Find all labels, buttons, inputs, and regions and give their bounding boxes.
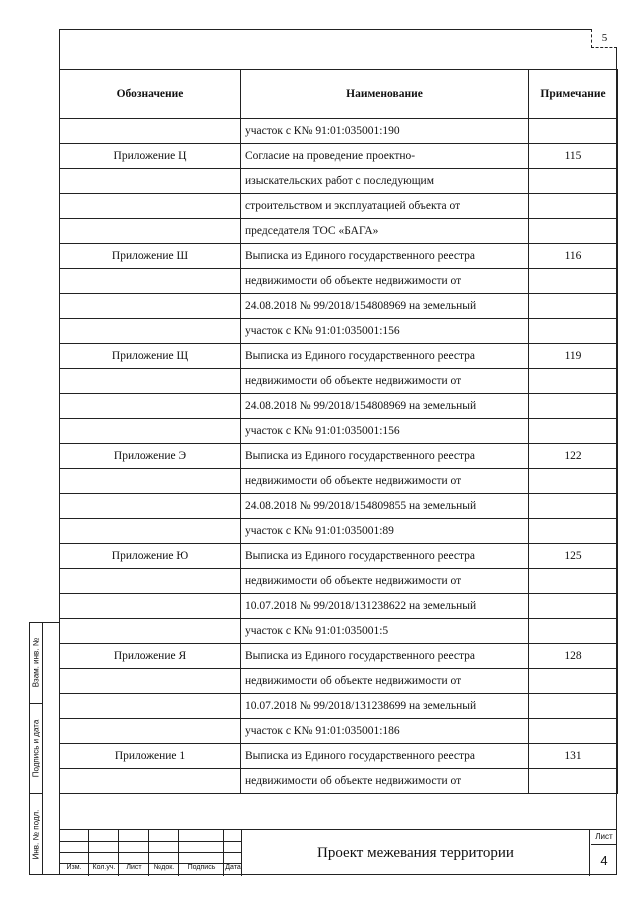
corner-page-number: 5 bbox=[591, 29, 617, 48]
note-cell bbox=[529, 194, 618, 219]
designation-cell bbox=[60, 119, 241, 144]
table-row bbox=[60, 469, 618, 494]
col-label-doc: №док. bbox=[153, 864, 175, 871]
note-cell bbox=[529, 769, 618, 794]
note-cell bbox=[529, 119, 618, 144]
col-label-change: Изм. bbox=[66, 864, 82, 871]
table-row bbox=[60, 744, 618, 769]
name-cell: 24.08.2018 № 99/2018/154809855 на земельный bbox=[241, 494, 529, 519]
sheet-label: Лист bbox=[591, 830, 617, 845]
table-row bbox=[60, 569, 618, 594]
side-label-replace-inv: Взам. инв. № bbox=[29, 622, 43, 704]
side-label-original-inv: Инв. № подл. bbox=[29, 794, 43, 875]
note-cell bbox=[529, 419, 618, 444]
name-cell: Выписка из Единого государственного реестра bbox=[241, 244, 529, 269]
designation-cell bbox=[60, 594, 241, 619]
name-cell: председателя ТОС «БАГА» bbox=[241, 219, 529, 244]
designation-cell: Приложение 1 bbox=[60, 744, 241, 769]
document-title: Проект межевания территории bbox=[242, 830, 590, 876]
table-row bbox=[60, 169, 618, 194]
table-row bbox=[60, 144, 618, 169]
table-row bbox=[60, 619, 618, 644]
designation-cell: Приложение Ц bbox=[60, 144, 241, 169]
name-cell: недвижимости об объекте недвижимости от bbox=[241, 469, 529, 494]
designation-cell bbox=[60, 619, 241, 644]
header-designation: Обозначение bbox=[60, 70, 241, 119]
table-row bbox=[60, 519, 618, 544]
designation-cell bbox=[60, 194, 241, 219]
note-cell bbox=[529, 294, 618, 319]
designation-cell: Приложение Ю bbox=[60, 544, 241, 569]
designation-cell: Приложение Щ bbox=[60, 344, 241, 369]
designation-cell bbox=[60, 419, 241, 444]
col-label-count: Кол.уч. bbox=[92, 864, 116, 871]
header-name: Наименование bbox=[241, 70, 529, 119]
note-cell bbox=[529, 319, 618, 344]
col-label-sheet: Лист bbox=[126, 864, 142, 871]
note-cell: 128 bbox=[529, 644, 618, 669]
name-cell: недвижимости об объекте недвижимости от bbox=[241, 369, 529, 394]
designation-cell: Приложение Э bbox=[60, 444, 241, 469]
table-row bbox=[60, 594, 618, 619]
note-cell bbox=[529, 469, 618, 494]
name-cell: недвижимости об объекте недвижимости от bbox=[241, 769, 529, 794]
table-row bbox=[60, 419, 618, 444]
designation-cell bbox=[60, 569, 241, 594]
designation-cell bbox=[60, 494, 241, 519]
note-cell: 116 bbox=[529, 244, 618, 269]
table-row bbox=[60, 669, 618, 694]
title-block bbox=[59, 829, 617, 876]
designation-cell bbox=[60, 269, 241, 294]
note-cell bbox=[529, 169, 618, 194]
col-label-date: Дата bbox=[225, 864, 241, 871]
name-cell: участок с К№ 91:01:035001:186 bbox=[241, 719, 529, 744]
note-cell bbox=[529, 594, 618, 619]
name-cell: Выписка из Единого государственного реестра bbox=[241, 344, 529, 369]
designation-cell: Приложение Я bbox=[60, 644, 241, 669]
table-row bbox=[60, 719, 618, 744]
designation-cell bbox=[60, 319, 241, 344]
name-cell: изыскательских работ с последующим bbox=[241, 169, 529, 194]
name-cell: строительством и эксплуатацией объекта от bbox=[241, 194, 529, 219]
table-row bbox=[60, 494, 618, 519]
note-cell bbox=[529, 394, 618, 419]
table-row bbox=[60, 119, 618, 144]
note-cell bbox=[529, 269, 618, 294]
name-cell: Выписка из Единого государственного реестра bbox=[241, 744, 529, 769]
table-row bbox=[60, 269, 618, 294]
table-row bbox=[60, 344, 618, 369]
name-cell: недвижимости об объекте недвижимости от bbox=[241, 269, 529, 294]
header-note: Примечание bbox=[529, 70, 618, 119]
name-cell: Выписка из Единого государственного реестра bbox=[241, 444, 529, 469]
table-header-row bbox=[60, 70, 618, 119]
note-cell bbox=[529, 694, 618, 719]
col-label-signature: Подпись bbox=[187, 864, 216, 871]
designation-cell bbox=[60, 769, 241, 794]
note-cell bbox=[529, 519, 618, 544]
table-row bbox=[60, 544, 618, 569]
table-row bbox=[60, 369, 618, 394]
designation-cell bbox=[60, 669, 241, 694]
note-cell: 115 bbox=[529, 144, 618, 169]
designation-cell bbox=[60, 394, 241, 419]
designation-cell bbox=[60, 294, 241, 319]
note-cell: 119 bbox=[529, 344, 618, 369]
table-row bbox=[60, 694, 618, 719]
name-cell: 10.07.2018 № 99/2018/131238699 на земельный bbox=[241, 694, 529, 719]
table-row bbox=[60, 194, 618, 219]
note-cell: 131 bbox=[529, 744, 618, 769]
name-cell: Выписка из Единого государственного реестра bbox=[241, 544, 529, 569]
table-row bbox=[60, 769, 618, 794]
designation-cell bbox=[60, 169, 241, 194]
table-row bbox=[60, 644, 618, 669]
note-cell bbox=[529, 619, 618, 644]
sheet-number: 4 bbox=[600, 853, 608, 868]
note-cell: 125 bbox=[529, 544, 618, 569]
designation-cell bbox=[60, 519, 241, 544]
revision-grid bbox=[59, 830, 241, 876]
table-row bbox=[60, 244, 618, 269]
table-row bbox=[60, 294, 618, 319]
name-cell: 10.07.2018 № 99/2018/131238622 на земельный bbox=[241, 594, 529, 619]
name-cell: участок с К№ 91:01:035001:156 bbox=[241, 319, 529, 344]
name-cell: Выписка из Единого государственного реестра bbox=[241, 644, 529, 669]
name-cell: участок с К№ 91:01:035001:156 bbox=[241, 419, 529, 444]
name-cell: 24.08.2018 № 99/2018/154808969 на земельный bbox=[241, 294, 529, 319]
designation-cell bbox=[60, 694, 241, 719]
name-cell: Согласие на проведение проектно- bbox=[241, 144, 529, 169]
name-cell: участок с К№ 91:01:035001:190 bbox=[241, 119, 529, 144]
note-cell: 122 bbox=[529, 444, 618, 469]
table-row bbox=[60, 319, 618, 344]
name-cell: участок с К№ 91:01:035001:89 bbox=[241, 519, 529, 544]
name-cell: 24.08.2018 № 99/2018/154808969 на земельный bbox=[241, 394, 529, 419]
note-cell bbox=[529, 669, 618, 694]
note-cell bbox=[529, 219, 618, 244]
note-cell bbox=[529, 569, 618, 594]
table-row bbox=[60, 444, 618, 469]
note-cell bbox=[529, 494, 618, 519]
name-cell: недвижимости об объекте недвижимости от bbox=[241, 669, 529, 694]
table-row bbox=[60, 394, 618, 419]
designation-cell bbox=[60, 719, 241, 744]
designation-cell bbox=[60, 469, 241, 494]
designation-cell bbox=[60, 219, 241, 244]
designation-cell: Приложение Ш bbox=[60, 244, 241, 269]
note-cell bbox=[529, 369, 618, 394]
note-cell bbox=[529, 719, 618, 744]
designation-cell bbox=[60, 369, 241, 394]
side-label-signature-date: Подпись и дата bbox=[29, 704, 43, 794]
name-cell: недвижимости об объекте недвижимости от bbox=[241, 569, 529, 594]
table-row bbox=[60, 219, 618, 244]
name-cell: участок с К№ 91:01:035001:5 bbox=[241, 619, 529, 644]
specification-table bbox=[59, 69, 618, 794]
